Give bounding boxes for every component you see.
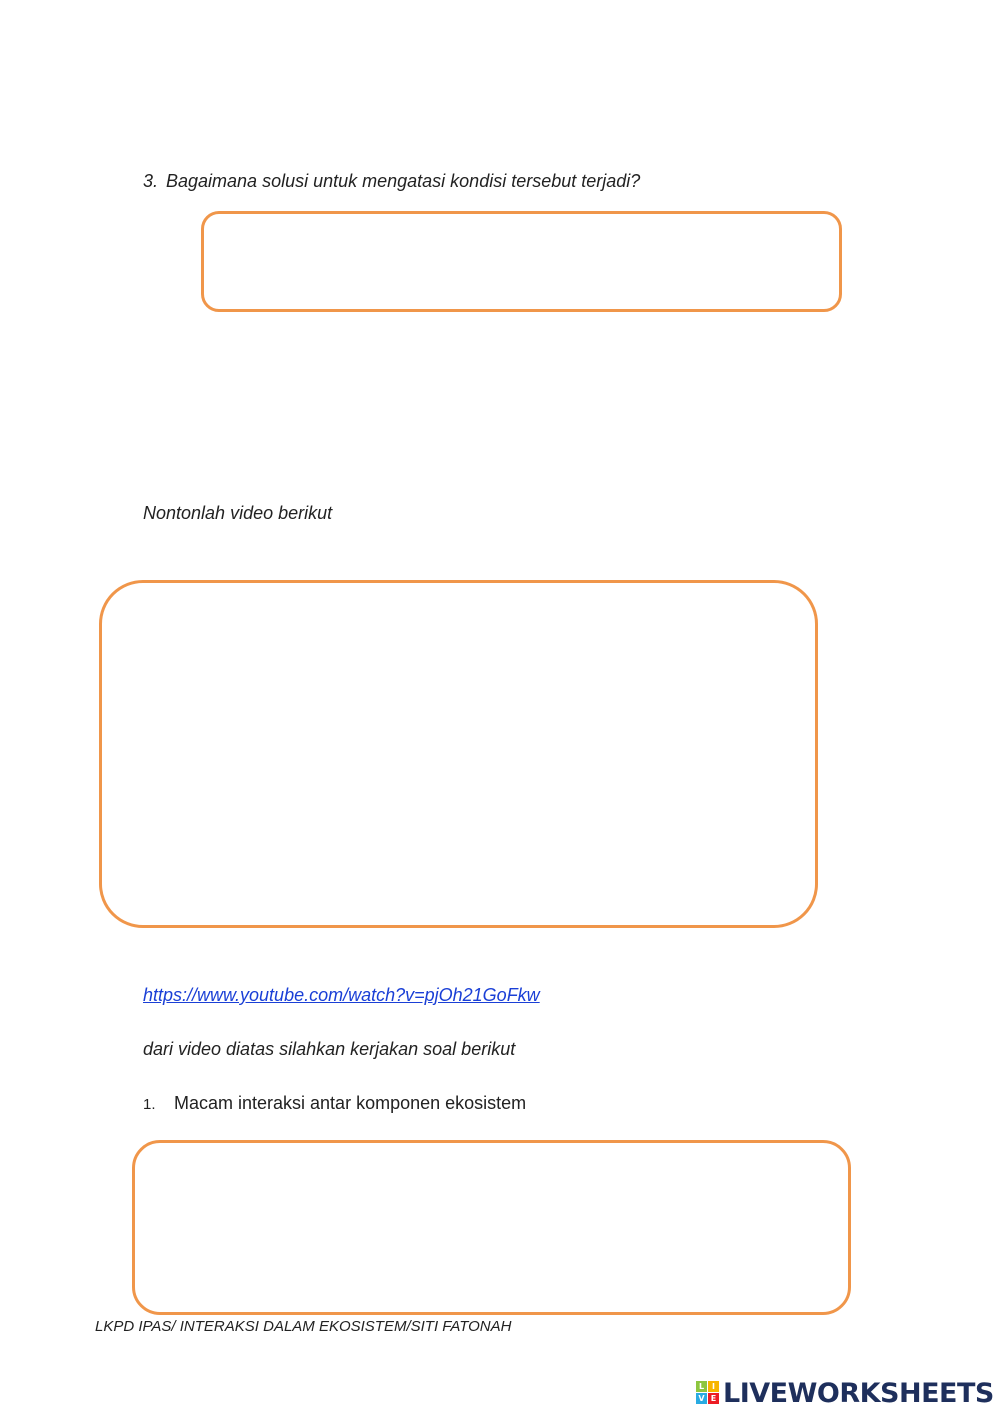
answer-box-question-1[interactable] [132, 1140, 851, 1315]
question-1-number: 1. [143, 1096, 156, 1113]
liveworksheets-logo-icon [696, 1381, 720, 1405]
liveworksheets-brand [696, 1378, 994, 1408]
question-1-text: Macam interaksi antar komponen ekosistem [174, 1093, 527, 1113]
logo-square-l: L [696, 1381, 707, 1392]
logo-square-i: I [708, 1381, 719, 1392]
question-3-number: 3. [143, 171, 159, 191]
video-followup-instruction: dari video diatas silahkan kerjakan soal berikut [143, 1039, 516, 1059]
logo-square-e: E [708, 1393, 719, 1404]
logo-square-v: V [696, 1393, 707, 1404]
video-embed-area[interactable] [99, 580, 818, 928]
liveworksheets-wordmark: LIVEWORKSHEETS [723, 1377, 994, 1409]
question-3-text: Bagaimana solusi untuk mengatasi kondisi tersebut terjadi? [166, 171, 641, 191]
youtube-link[interactable]: https://www.youtube.com/watch?v=pjOh21GoFkw [143, 985, 540, 1005]
answer-box-question-3[interactable] [201, 211, 842, 312]
question-1 [143, 1092, 526, 1116]
page-footer: LKPD IPAS/ INTERAKSI DALAM EKOSISTEM/SITI FATONAH [95, 1318, 512, 1335]
video-instruction: Nontonlah video berikut [143, 503, 333, 523]
question-3 [143, 170, 640, 192]
